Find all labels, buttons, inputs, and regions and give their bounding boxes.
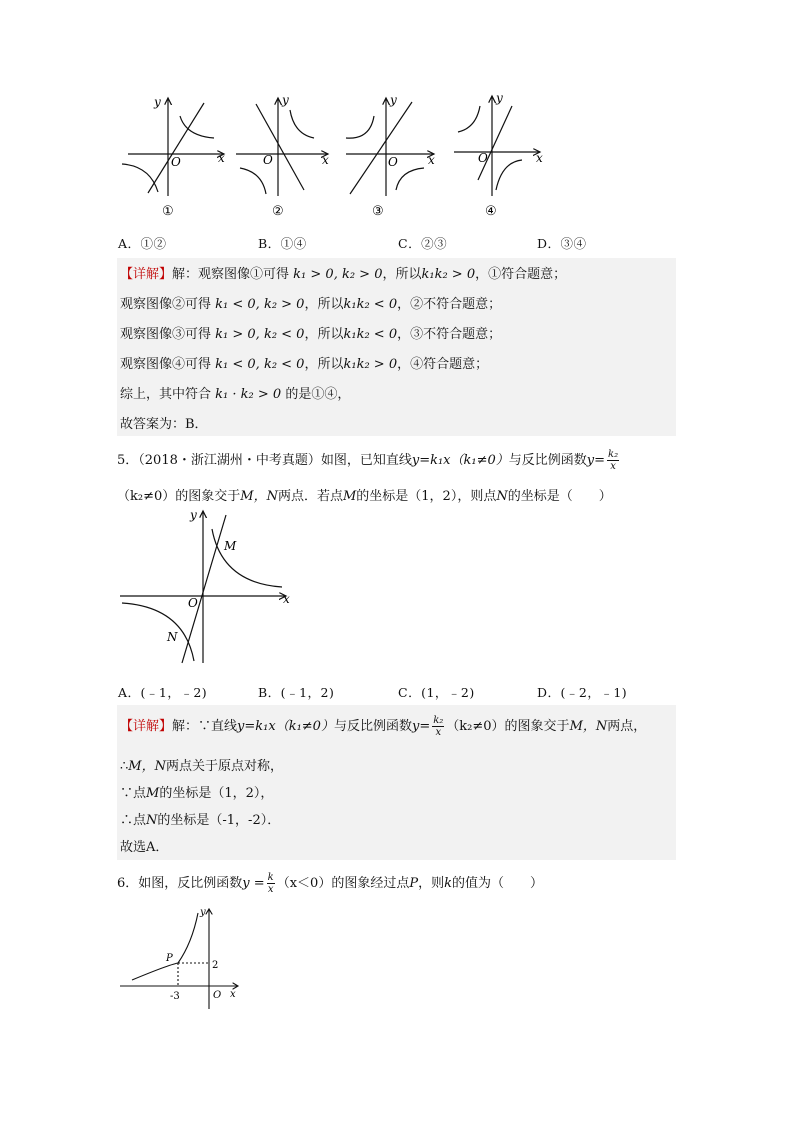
graph-2 — [236, 98, 328, 196]
q5-option-c[interactable]: C．(1，﹣2) — [398, 685, 475, 700]
graph-1-x-label: x — [218, 151, 225, 165]
graph-1-number: ① — [162, 204, 174, 219]
solution-tag: 【详解】 — [120, 267, 173, 282]
q5-solution-line-2: ∴M，N两点关于原点对称， — [120, 759, 283, 774]
graph-1 — [122, 98, 224, 196]
graph-3-origin: O — [388, 155, 398, 169]
q5-solution-line-3: ∵点M的坐标是（1，2）， — [120, 786, 274, 801]
q5-solution-line-5: 故选A． — [120, 840, 169, 855]
graph-3-x-label: x — [428, 153, 435, 167]
q4-option-c[interactable]: C．②③ — [398, 236, 448, 251]
q4-option-d[interactable]: D．③④ — [537, 236, 587, 251]
q5-graph — [118, 505, 298, 665]
graph-2-origin: O — [263, 153, 273, 167]
q6-label-P: P — [166, 953, 173, 964]
fraction-k2-over-x: $\frac{\text{k₂}}{x}$ — [433, 715, 444, 738]
q6-graph — [118, 903, 248, 1013]
q6-label-neg3: -3 — [170, 991, 180, 1002]
graph-2-x-label: x — [322, 153, 329, 167]
q5-solution-line-4: ∴点N的坐标是（-1，-2）． — [120, 813, 281, 828]
q6-label-O: O — [213, 990, 222, 1001]
graph-3 — [346, 98, 434, 196]
q6-label-2: 2 — [212, 960, 219, 971]
graph-4 — [454, 96, 540, 196]
q5-solution-box — [117, 705, 676, 860]
graph-4-y-label: y — [496, 91, 503, 105]
q5-question-line-1: 5．（2018・浙江湖州・中考真题）如图，已知直线y=k₁x（k₁≠0）与反比例函数y= $\frac{\text{k₂}}{x}$ — [117, 449, 619, 472]
q5-label-M: M — [224, 539, 237, 553]
q4-solution-line-5: 综上，其中符合 k₁ · k₂ > 0 的是①④， — [120, 387, 351, 402]
q4-solution-line-2: 观察图像②可得 k₁ < 0, k₂ > 0，所以k₁k₂ < 0，②不符合题意； — [120, 297, 502, 312]
q5-question-line-2: （k₂≠0）的图象交于M，N两点．若点M的坐标是（1，2），则点N的坐标是（ ） — [117, 489, 612, 504]
graph-4-x-label: x — [536, 151, 543, 165]
q4-solution-line-1: 【详解】解：观察图像①可得 k₁ > 0, k₂ > 0，所以k₁k₂ > 0，①符合题意； — [120, 267, 567, 282]
graph-3-y-label: y — [390, 93, 397, 107]
solution-tag: 【详解】 — [120, 719, 173, 734]
graph-1-origin: O — [171, 155, 181, 169]
q5-label-N: N — [167, 630, 178, 644]
q6-label-x: x — [230, 989, 236, 1000]
q4-graphs — [118, 88, 558, 223]
q5-solution-line-1: 【详解】解：∵直线y=k₁x（k₁≠0）与反比例函数y= $\frac{\text{k₂}}{x}$ （k₂≠0）的图象交于M，N两点， — [120, 715, 647, 738]
fraction-k2-over-x: $\frac{\text{k₂}}{x}$ — [608, 449, 619, 472]
graph-3-number: ③ — [372, 204, 384, 219]
q5-label-O: O — [188, 596, 198, 610]
q4-option-a[interactable]: A．①② — [118, 236, 167, 251]
q4-solution-line-3: 观察图像③可得 k₁ > 0, k₂ < 0，所以k₁k₂ < 0，③不符合题意； — [120, 327, 502, 342]
q4-solution-box — [117, 258, 676, 436]
graph-1-y-label: y — [154, 95, 161, 109]
q6-question: 6．如图，反比例函数y = $\frac{k}{x}$ （x＜0）的图象经过点P，则k的值为（ ） — [117, 872, 543, 895]
q5-label-y: y — [190, 508, 197, 522]
graph-4-origin: O — [478, 151, 488, 165]
graph-2-y-label: y — [282, 93, 289, 107]
q5-option-d[interactable]: D．(﹣2，﹣1) — [537, 685, 628, 700]
q5-option-b[interactable]: B．(﹣1，2) — [258, 685, 335, 700]
q4-option-b[interactable]: B．①④ — [258, 236, 307, 251]
q5-option-a[interactable]: A．(﹣1，﹣2) — [118, 685, 208, 700]
q4-solution-line-4: 观察图像④可得 k₁ < 0, k₂ < 0，所以k₁k₂ > 0，④符合题意； — [120, 357, 489, 372]
q5-label-x: x — [283, 592, 290, 606]
graph-4-number: ④ — [485, 204, 497, 219]
q6-label-y: y — [200, 907, 206, 918]
q4-solution-line-6: 故答案为：B． — [120, 417, 208, 432]
graph-2-number: ② — [272, 204, 284, 219]
fraction-k-over-x: $\frac{k}{x}$ — [267, 872, 274, 895]
